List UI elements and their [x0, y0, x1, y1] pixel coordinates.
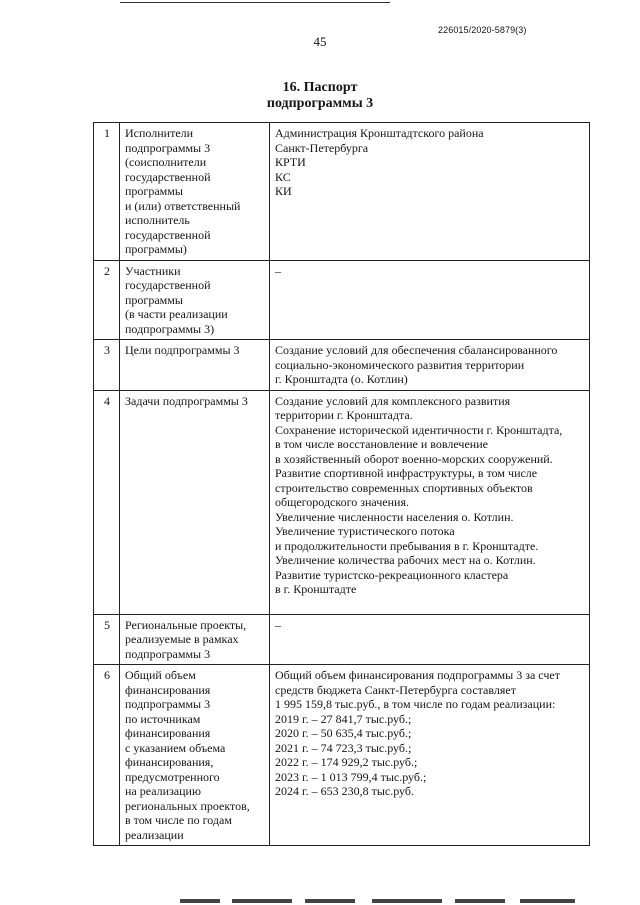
page-number: 45	[313, 34, 327, 49]
value-line: Развитие спортивной инфраструктуры, в том числе	[275, 466, 538, 480]
value-line: Сохранение исторической идентичности г. Кронштадта,	[275, 422, 563, 437]
label-line: региональных проектов,	[125, 798, 250, 813]
label-line: на реализацию	[125, 784, 201, 798]
value-line: территории г. Кронштадта.	[275, 408, 413, 422]
value-line: Общий объем финансирования подпрограммы 3 за счет	[275, 668, 560, 682]
row-value	[270, 614, 590, 665]
row-label	[120, 390, 270, 614]
value-line: –	[275, 263, 281, 278]
label-line: Региональные проекты,	[125, 617, 247, 632]
label-line: с указанием объема	[125, 740, 226, 755]
table-row	[94, 390, 590, 614]
row-value	[270, 260, 590, 340]
label-line: финансирования	[125, 726, 211, 740]
value-line: Администрация Кронштадтского района	[275, 126, 484, 140]
row-label	[120, 123, 270, 261]
row-label	[120, 665, 270, 846]
label-line: Участники	[125, 263, 181, 278]
top-edge-line	[120, 2, 390, 3]
value-line: Санкт-Петербурга	[275, 140, 369, 155]
passport-table	[93, 122, 590, 846]
title-line-1: 16. Паспорт	[282, 80, 358, 95]
value-line: КИ	[275, 184, 292, 198]
value-line: г. Кронштадта (о. Котлин)	[275, 372, 408, 386]
label-line: исполнитель	[125, 213, 190, 227]
row-label	[120, 260, 270, 340]
row-number: 4	[94, 390, 120, 614]
title-line-2: подпрограммы 3	[266, 96, 374, 111]
table-row	[94, 614, 590, 665]
label-line: финансирования	[125, 682, 211, 697]
label-line: государственной	[125, 227, 211, 242]
bottom-cut-text	[0, 893, 640, 905]
value-line: Развитие туристско-рекреационного кластера	[275, 567, 509, 582]
label-line: государственной	[125, 278, 211, 292]
value-line: КРТИ	[275, 155, 306, 169]
table-row	[94, 665, 590, 846]
value-line: 2019 г. – 27 841,7 тыс.руб.;	[275, 711, 412, 726]
row-label	[120, 340, 270, 391]
value-line: 2020 г. – 50 635,4 тыс.руб.;	[275, 726, 412, 740]
value-line: Создание условий для обеспечения сбалансированного	[275, 343, 558, 357]
label-line: Общий объем	[125, 668, 196, 682]
label-line: и (или) ответственный	[125, 198, 241, 213]
label-line: Исполнители	[125, 126, 194, 140]
label-line: подпрограммы 3)	[125, 321, 215, 336]
row-value	[270, 390, 590, 614]
value-line: 1 995 159,8 тыс.руб., в том числе по годам реализации:	[275, 697, 556, 711]
label-line: подпрограммы 3	[125, 646, 211, 661]
label-line: (в части реализации	[125, 307, 228, 321]
value-line: в г. Кронштадте	[275, 582, 357, 596]
page-title	[0, 80, 640, 112]
row-number: 6	[94, 665, 120, 846]
value-line: 2021 г. – 74 723,3 тыс.руб.;	[275, 740, 412, 755]
value-line: и продолжительности пребывания в г. Кронштадте.	[275, 538, 539, 553]
value-line: Увеличение туристического потока	[275, 524, 455, 538]
row-number: 5	[94, 614, 120, 665]
value-line: социально-экономического развития территории	[275, 357, 525, 372]
document-id: 226015/2020-5879(3)	[438, 25, 527, 35]
label-line: реализуемые в рамках	[125, 632, 239, 646]
row-value	[270, 123, 590, 261]
label-line: Задачи подпрограммы 3	[125, 393, 248, 408]
label-line: программы)	[125, 242, 187, 256]
table-row	[94, 340, 590, 391]
row-value	[270, 340, 590, 391]
row-value	[270, 665, 590, 846]
value-line: Увеличение численности населения о. Котлин.	[275, 509, 514, 524]
label-line: программы	[125, 184, 183, 198]
value-line: Создание условий для комплексного развития	[275, 393, 511, 408]
label-line: по источникам	[125, 711, 201, 726]
value-line: средств бюджета Санкт-Петербурга составляет	[275, 682, 516, 697]
value-line: 2023 г. – 1 013 799,4 тыс.руб.;	[275, 769, 427, 784]
label-line: государственной	[125, 169, 211, 184]
label-line: реализации	[125, 827, 184, 842]
value-line: Увеличение количества рабочих мест на о. Котлин.	[275, 553, 536, 567]
label-line: (соисполнители	[125, 155, 207, 169]
value-line: 2022 г. – 174 929,2 тыс.руб.;	[275, 755, 418, 769]
table-row	[94, 260, 590, 340]
table-row	[94, 123, 590, 261]
label-line: подпрограммы 3	[125, 697, 211, 711]
row-label	[120, 614, 270, 665]
row-number: 2	[94, 260, 120, 340]
value-line: –	[275, 617, 281, 632]
value-line: 2024 г. – 653 230,8 тыс.руб.	[275, 784, 414, 798]
label-line: финансирования,	[125, 755, 214, 769]
value-line: в том числе восстановление и вовлечение	[275, 437, 488, 451]
label-line: предусмотренного	[125, 769, 220, 784]
row-number: 3	[94, 340, 120, 391]
label-line: Цели подпрограммы 3	[125, 343, 240, 357]
label-line: программы	[125, 292, 183, 307]
value-line: общегородского значения.	[275, 495, 409, 509]
label-line: подпрограммы 3	[125, 140, 211, 155]
label-line: в том числе по годам	[125, 813, 232, 827]
row-number: 1	[94, 123, 120, 261]
value-line: строительство современных спортивных объектов	[275, 480, 533, 495]
value-line: КС	[275, 169, 291, 184]
value-line: в хозяйственный оборот военно-морских сооружений.	[275, 451, 553, 466]
